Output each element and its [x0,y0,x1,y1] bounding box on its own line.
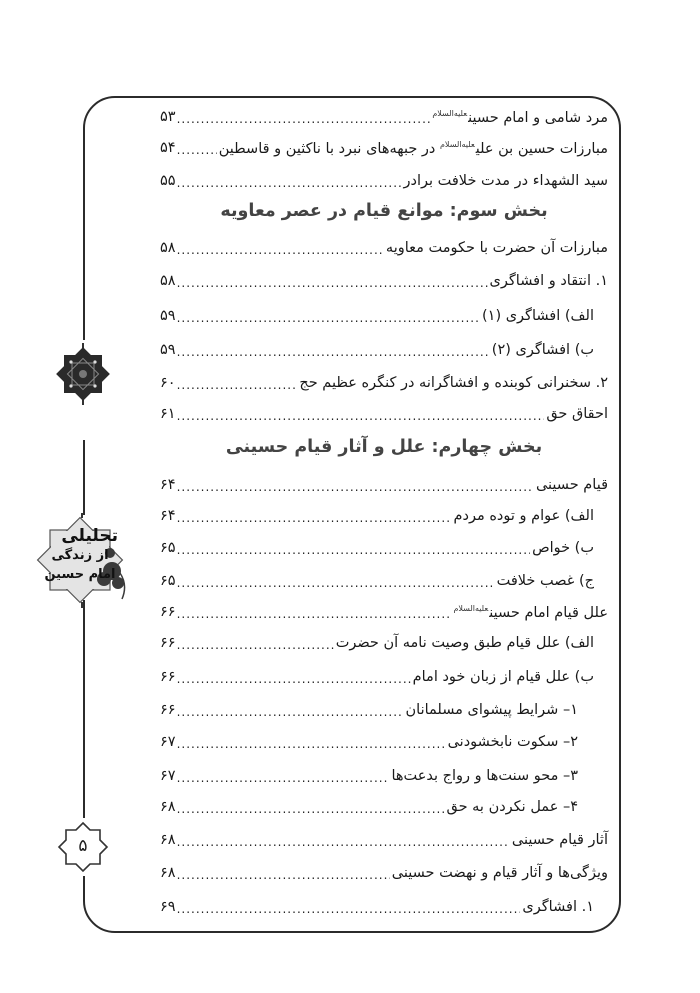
leader-dots [177,508,452,524]
leader-dots [177,406,545,422]
leader-dots [177,109,431,125]
toc-entry-page: ۵۹ [160,308,176,324]
toc-entry[interactable] [160,400,608,428]
leader-dots [177,865,390,881]
toc-entry-title: سید الشهداء در مدت خلافت برادر [403,173,608,189]
toc-entry-title: ج) غصب خلافت [496,573,594,589]
toc-entry-page: ۶۴ [160,508,176,524]
toc-entry-page: ۶۱ [160,406,176,422]
toc-entry-page: ۶۶ [160,702,176,718]
toc-entry[interactable] [160,103,608,131]
toc-entry[interactable] [160,629,594,657]
toc-entry-page: ۶۴ [160,477,176,493]
leader-dots [177,375,298,391]
toc-entry-title: ۱– شرایط پیشوای مسلمانان [405,702,578,718]
toc-entry-title: احقاق حق [546,406,608,422]
toc-entry-page: ۵۹ [160,342,176,358]
toc-entry[interactable] [160,302,594,330]
leader-dots [177,573,495,589]
toc-entry-page: ۶۵ [160,540,176,556]
toc-entry-title: مبارزات آن حضرت با حکومت معاویه [385,240,608,256]
toc-entry-title: ۱. افشاگری [522,899,594,915]
toc-entry[interactable] [160,696,578,724]
toc-entry-title: ب) خواص [532,540,594,556]
toc-entry-page: ۵۵ [160,173,176,189]
toc-entry-title: آثار قیام حسینی [511,832,608,848]
leader-dots [177,635,334,651]
toc-entry[interactable] [160,663,594,691]
toc-entry-page: ۶۸ [160,799,176,815]
toc-entry[interactable] [160,826,608,854]
leader-dots [177,477,534,493]
leader-dots [177,173,402,189]
toc-entry-page: ۵۳ [160,109,176,125]
book-logo [28,513,136,608]
toc-entry-page: ۶۹ [160,899,176,915]
toc-entry-title: ۱. انتقاد و افشاگری [489,273,608,289]
honorific-icon: علیه‌السلام [432,108,468,118]
logo-line-1: تحلیلی [61,526,118,546]
page-number-badge [53,819,113,875]
toc-entry[interactable] [160,598,608,626]
toc-entry-title: ۴– عمل نکردن به حق [446,799,578,815]
toc-entry[interactable] [160,859,608,887]
toc-entry-title: ۲– سکوت نابخشودنی [447,734,578,750]
toc-entry-page: ۶۶ [160,604,176,620]
section-heading: بخش چهارم: علل و آثار قیام حسینی [225,437,543,457]
toc-entry[interactable] [160,567,594,595]
toc-entry[interactable] [160,893,594,921]
page-number: ۵ [78,836,88,856]
toc-entry[interactable] [160,728,578,756]
leader-dots [177,734,446,750]
section-heading: بخش سوم: موانع قیام در عصر معاویه [220,201,548,221]
toc-entry-title: ب) افشاگری (۲) [491,342,594,358]
toc-entry[interactable] [160,234,608,262]
leader-dots [177,240,384,256]
leader-dots [177,140,217,156]
toc-entry-title: ب) علل قیام از زبان خود امام [412,669,594,685]
leader-dots [177,832,510,848]
toc-entry[interactable] [160,369,608,397]
toc-entry-page: ۶۵ [160,573,176,589]
toc-entry-title: ویژگی‌ها و آثار قیام و نهضت حسینی [391,865,608,881]
toc-entry-page: ۶۶ [160,669,176,685]
toc-entry-title: ۲. سخنرانی کوبنده و افشاگرانه در کنگره عظیم حج [299,375,608,391]
toc-entry-page: ۵۸ [160,273,176,289]
toc-entry-page: ۶۰ [160,375,176,391]
toc-entry[interactable] [160,502,594,530]
toc-entry-title: علل قیام امام حسین$^{علیه‌السلام}$ [453,603,608,621]
leader-dots [177,342,490,358]
leader-dots [177,273,488,289]
leader-dots [177,669,411,685]
toc-entry[interactable] [160,336,594,364]
leader-dots [177,799,445,815]
toc-entry-page: ۶۷ [160,734,176,750]
toc-entry[interactable] [160,267,608,295]
leader-dots [177,604,452,620]
toc-entry-page: ۶۶ [160,635,176,651]
toc-entry-title: مبارزات حسین بن علی$^{علیه‌السلام}$ در جبهه‌های نبرد با ناکثین و قاسطین [218,139,608,157]
toc-entry-title: الف) افشاگری (۱) [481,308,594,324]
toc-entry-title: الف) عوام و توده مردم [453,508,594,524]
leader-dots [177,540,530,556]
toc-entry-page: ۵۸ [160,240,176,256]
toc-entry[interactable] [160,534,594,562]
honorific-icon: علیه‌السلام [453,603,489,613]
toc-entry[interactable] [160,134,608,162]
toc-entry-page: ۶۸ [160,832,176,848]
leader-dots [177,899,521,915]
honorific-icon: علیه‌السلام [439,139,475,149]
logo-line-3: امام حسین [44,567,116,582]
toc-entry-title: ۳– محو سنت‌ها و رواج بدعت‌ها [391,768,578,784]
toc-entry-page: ۶۸ [160,865,176,881]
leader-dots [177,768,390,784]
logo-line-2: از زندگی [51,548,109,563]
toc-entry-title: الف) علل قیام طبق وصیت نامه آن حضرت [335,635,594,651]
toc-entry-page: ۶۷ [160,768,176,784]
toc-entry-title: مرد شامی و امام حسین$^{علیه‌السلام}$ [432,108,608,126]
leader-dots [177,308,480,324]
leader-dots [177,702,404,718]
toc-entry-page: ۵۴ [160,140,176,156]
toc-entry[interactable] [160,793,578,821]
toc-entry[interactable] [160,167,608,195]
toc-entry[interactable] [160,471,608,499]
toc-entry[interactable] [160,762,578,790]
star-ornament-icon [52,343,114,405]
toc-entry-title: قیام حسینی [535,477,608,493]
